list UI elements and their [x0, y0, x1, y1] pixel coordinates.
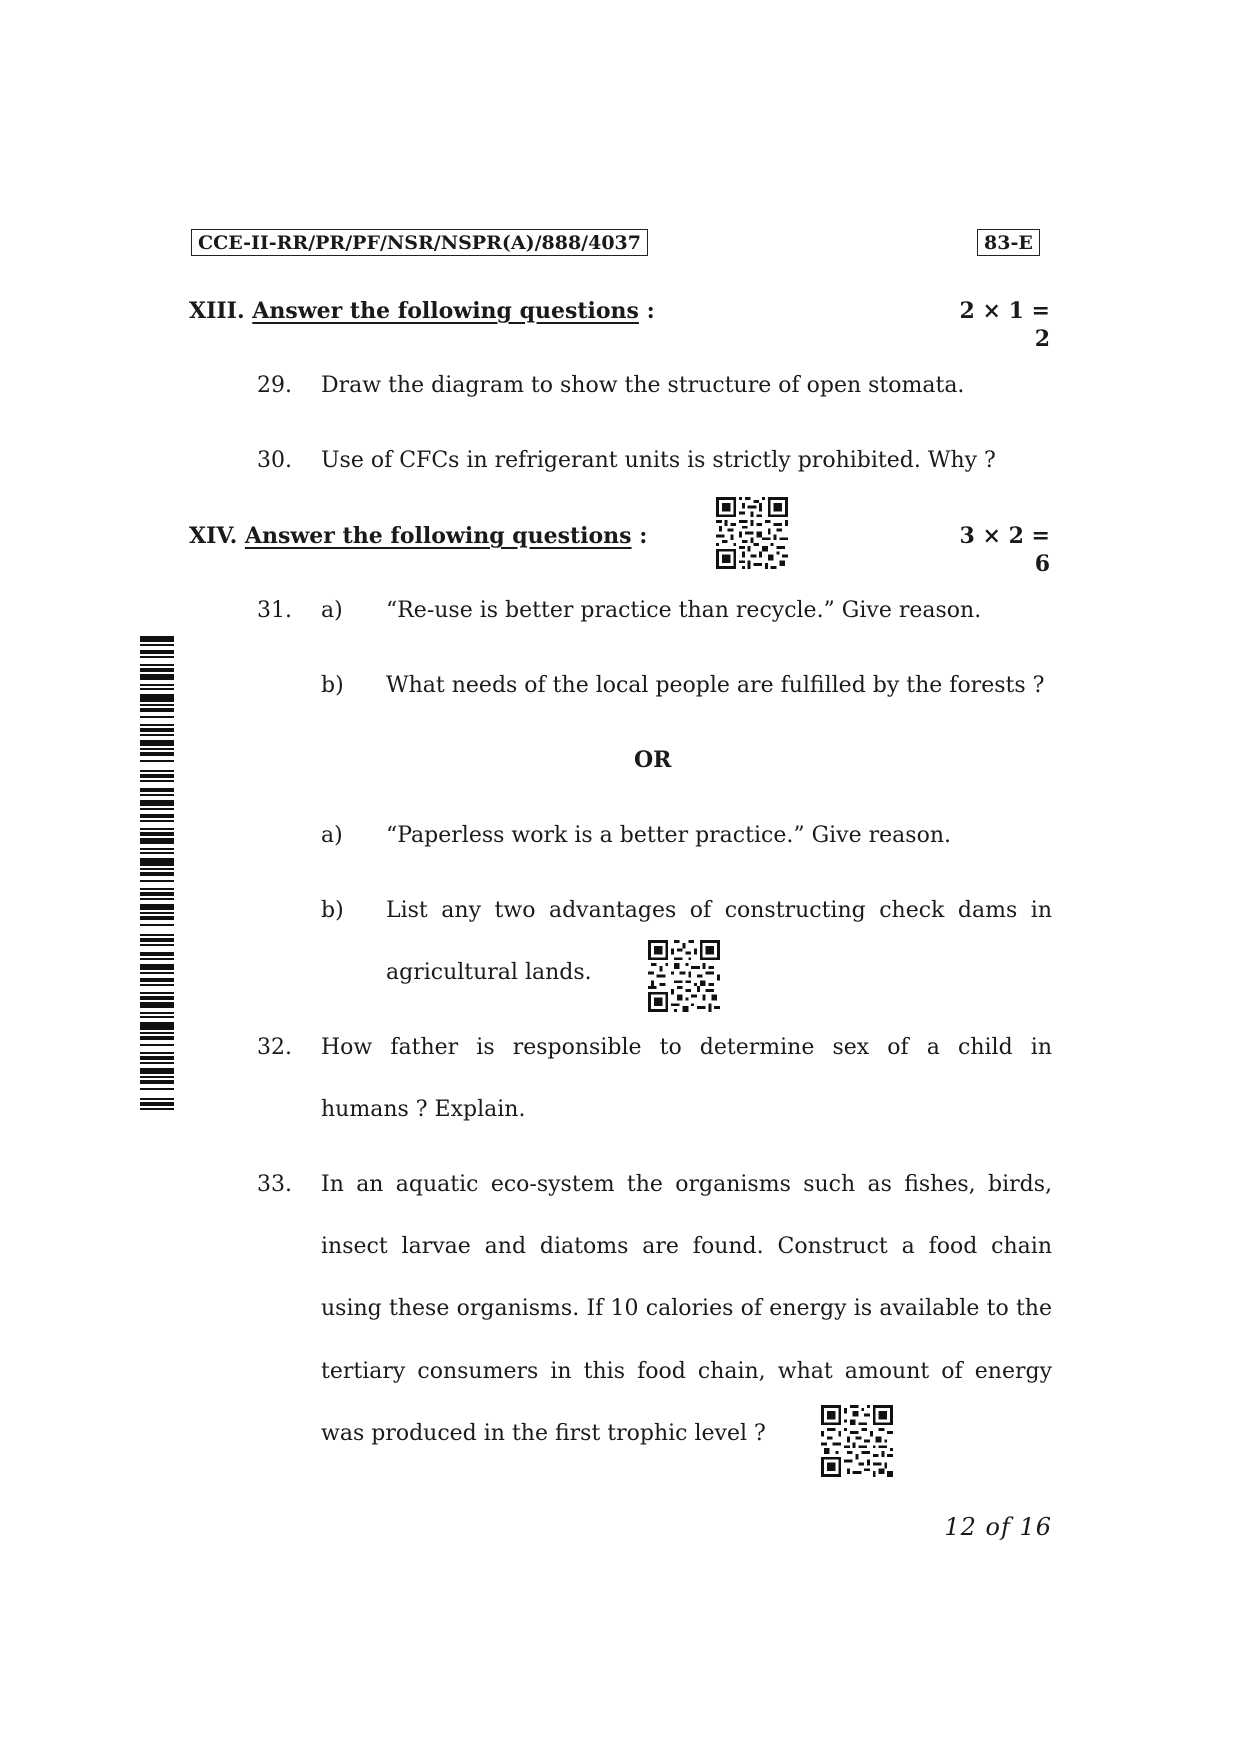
section-xiii-heading	[189, 297, 655, 325]
question-number: 31.	[257, 598, 292, 623]
sub-label: a)	[321, 598, 343, 623]
question-text: insect larvae and diatoms are found. Construct a food chain	[321, 1234, 1052, 1259]
question-text: Use of CFCs in refrigerant units is strictly prohibited. Why ?	[321, 448, 996, 473]
question-text: Draw the diagram to show the structure of open stomata.	[321, 373, 965, 398]
question-text: How father is responsible to determine sex of a child in	[321, 1035, 1052, 1060]
question-number: 32.	[257, 1035, 292, 1060]
subject-code: 83-E	[977, 229, 1040, 256]
question-text: List any two advantages of constructing check dams in	[386, 898, 1052, 923]
section-xiv-roman: XIV.	[189, 523, 238, 549]
question-text: “Re-use is better practice than recycle.” Give reason.	[386, 598, 982, 623]
sub-label: b)	[321, 673, 344, 698]
section-xiv-marks: 3 × 2 = 6	[959, 523, 1050, 577]
question-text: tertiary consumers in this food chain, what amount of energy	[321, 1359, 1052, 1384]
barcode-icon	[140, 636, 174, 1110]
page-number: 12 of 16	[944, 1513, 1052, 1541]
section-xiv-title: Answer the following questions	[244, 523, 632, 549]
sub-label: a)	[321, 823, 343, 848]
section-xiii-colon: :	[646, 298, 655, 324]
question-number: 29.	[257, 373, 292, 398]
question-text: was produced in the first trophic level ?	[321, 1421, 766, 1446]
question-number: 33.	[257, 1172, 292, 1197]
qr-code-icon	[716, 497, 788, 569]
question-number: 30.	[257, 448, 292, 473]
section-xiii-roman: XIII.	[189, 298, 245, 324]
question-text: “Paperless work is a better practice.” Give reason.	[386, 823, 951, 848]
section-xiii-title: Answer the following questions	[252, 298, 639, 324]
qr-code-icon	[821, 1405, 893, 1477]
section-xiv-heading	[189, 522, 647, 550]
question-text: humans ? Explain.	[321, 1097, 526, 1122]
paper-code: CCE-II-RR/PR/PF/NSR/NSPR(A)/888/4037	[191, 229, 648, 256]
question-text: using these organisms. If 10 calories of energy is available to the	[321, 1296, 1052, 1321]
question-text: What needs of the local people are fulfilled by the forests ?	[386, 673, 1045, 698]
sub-label: b)	[321, 898, 344, 923]
question-text: In an aquatic eco-system the organisms such as fishes, birds,	[321, 1172, 1052, 1197]
or-divider: OR	[634, 747, 672, 773]
question-text: agricultural lands.	[386, 960, 592, 985]
qr-code-icon	[648, 940, 720, 1012]
section-xiv-colon: :	[639, 523, 648, 549]
section-xiii-marks: 2 × 1 = 2	[959, 298, 1050, 352]
